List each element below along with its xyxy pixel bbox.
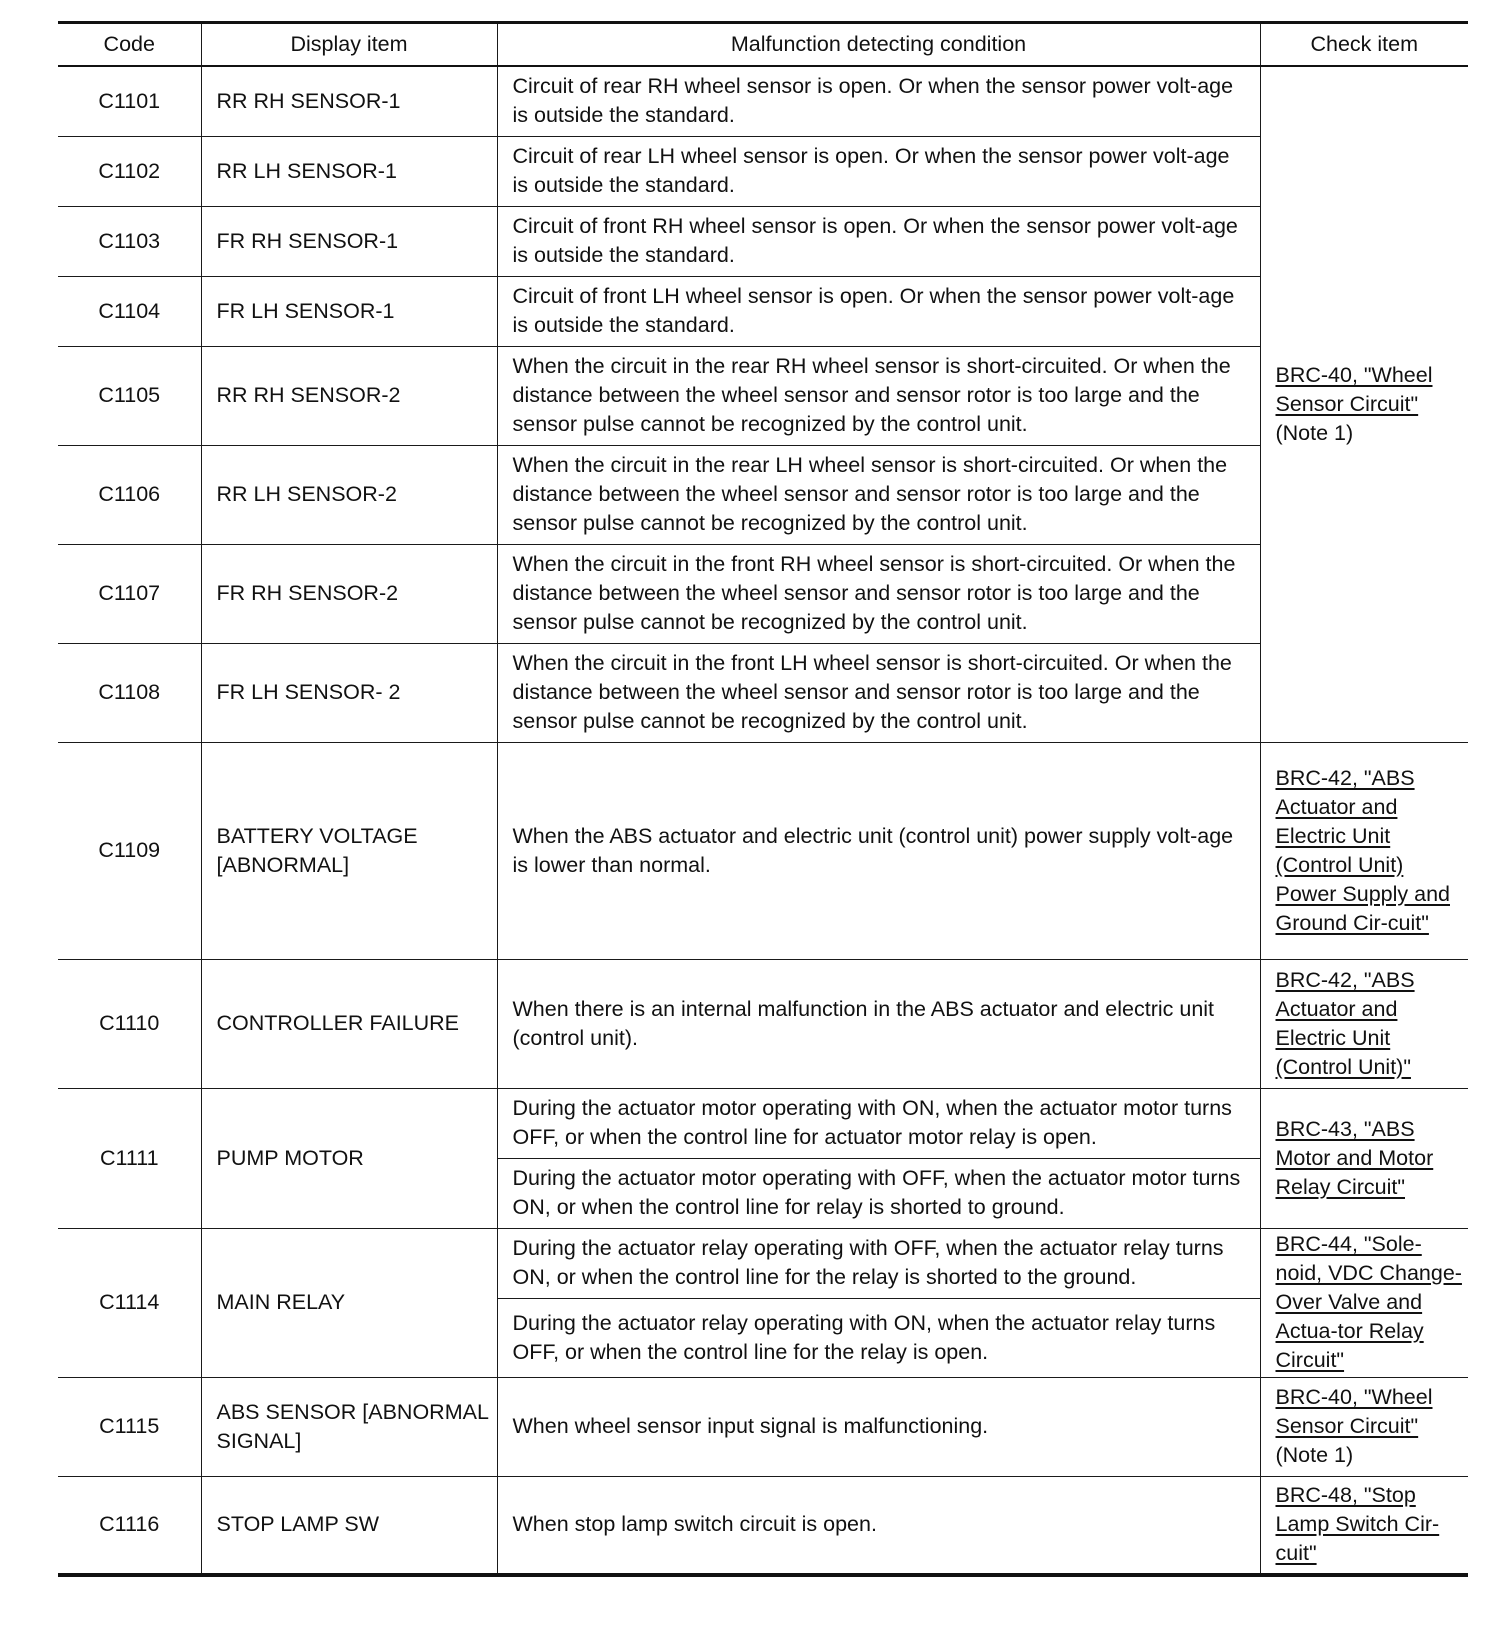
display-item: FR LH SENSOR- 2 [201,643,497,742]
check-note: (Note 1) [1275,1443,1354,1467]
check-item-cell [1260,1476,1468,1575]
display-item: FR RH SENSOR-2 [201,544,497,643]
table-row [58,1476,1468,1575]
display-item: FR RH SENSOR-1 [201,206,497,276]
check-item-cell [1260,1377,1468,1476]
check-link[interactable]: BRC-42, "ABS Actuator and Electric Unit (Control Unit) Power Supply and Ground Cir-cuit" [1275,765,1450,935]
check-note: (Note 1) [1275,420,1354,445]
condition: During the actuator relay operating with OFF, when the actuator relay turns ON, or when the control line for the relay is shorted to the ground. [497,1228,1260,1298]
dtc-code: C1114 [58,1228,201,1377]
check-link[interactable]: BRC-40, "Wheel Sensor Circuit" [1275,1385,1433,1438]
table-row [58,1088,1468,1158]
display-item: RR LH SENSOR-2 [201,445,497,544]
table-row [58,1377,1468,1476]
dtc-code: C1107 [58,544,201,643]
condition: When the circuit in the front RH wheel sensor is short-circuited. Or when the distance between the wheel sensor and sensor rotor is too large and the sensor pulse cannot be recognized by the control unit. [497,544,1260,643]
dtc-code: C1116 [58,1476,201,1575]
dtc-code: C1109 [58,742,201,959]
condition: When wheel sensor input signal is malfunctioning. [497,1377,1260,1476]
display-item: RR LH SENSOR-1 [201,136,497,206]
dtc-code: C1105 [58,346,201,445]
display-item: STOP LAMP SW [201,1476,497,1575]
check-link[interactable]: BRC-44, "Sole-noid, VDC Change-Over Valve and Actua-tor Relay Circuit" [1275,1232,1462,1372]
dtc-code: C1115 [58,1377,201,1476]
check-link[interactable]: BRC-40, "Wheel Sensor Circuit" [1275,362,1433,416]
table-row [58,66,1468,136]
header-check-item: Check item [1260,23,1468,67]
condition: Circuit of front RH wheel sensor is open. Or when the sensor power volt-age is outside the standard. [497,206,1260,276]
table-row [58,206,1468,276]
dtc-table [58,21,1468,1577]
dtc-code: C1106 [58,445,201,544]
display-item: FR LH SENSOR-1 [201,276,497,346]
dtc-code: C1101 [58,66,201,136]
dtc-code: C1110 [58,959,201,1088]
table-row [58,742,1468,959]
check-item-cell [1260,742,1468,959]
header-code: Code [58,23,201,67]
display-item: RR RH SENSOR-1 [201,66,497,136]
display-item: CONTROLLER FAILURE [201,959,497,1088]
table-row [58,445,1468,544]
condition: During the actuator relay operating with ON, when the actuator relay turns OFF, or when the control line for the relay is open. [497,1298,1260,1377]
dtc-code: C1108 [58,643,201,742]
condition: When stop lamp switch circuit is open. [497,1476,1260,1575]
table-row [58,136,1468,206]
check-item-cell [1260,959,1468,1088]
table-row [58,643,1468,742]
check-link[interactable]: BRC-48, "Stop Lamp Switch Cir-cuit" [1275,1483,1440,1566]
condition: Circuit of rear RH wheel sensor is open. Or when the sensor power volt-age is outside the standard. [497,66,1260,136]
display-item: MAIN RELAY [201,1228,497,1377]
condition: When there is an internal malfunction in the ABS actuator and electric unit (control unit). [497,959,1260,1088]
dtc-code: C1104 [58,276,201,346]
condition: When the ABS actuator and electric unit (control unit) power supply volt-age is lower than normal. [497,742,1260,959]
condition: Circuit of front LH wheel sensor is open. Or when the sensor power volt-age is outside the standard. [497,276,1260,346]
table-row [58,1228,1468,1298]
header-row [58,23,1468,67]
dtc-document [58,21,1468,1577]
condition: Circuit of rear LH wheel sensor is open. Or when the sensor power volt-age is outside the standard. [497,136,1260,206]
display-item: PUMP MOTOR [201,1088,497,1228]
check-item-cell [1260,1088,1468,1228]
check-item-cell [1260,66,1468,742]
table-row [58,544,1468,643]
table-row [58,959,1468,1088]
table-row [58,346,1468,445]
dtc-code: C1102 [58,136,201,206]
check-link[interactable]: BRC-43, "ABS Motor and Motor Relay Circuit" [1275,1116,1434,1199]
display-item: ABS SENSOR [ABNORMAL SIGNAL] [201,1377,497,1476]
condition: During the actuator motor operating with OFF, when the actuator motor turns ON, or when the control line for relay is shorted to ground. [497,1158,1260,1228]
display-item: BATTERY VOLTAGE [ABNORMAL] [201,742,497,959]
display-item: RR RH SENSOR-2 [201,346,497,445]
check-link[interactable]: BRC-42, "ABS Actuator and Electric Unit (Control Unit)" [1275,967,1415,1079]
dtc-code: C1103 [58,206,201,276]
header-condition: Malfunction detecting condition [497,23,1260,67]
table-row [58,276,1468,346]
check-item-cell [1260,1228,1468,1377]
condition: When the circuit in the rear RH wheel sensor is short-circuited. Or when the distance between the wheel sensor and sensor rotor is too large and the sensor pulse cannot be recognized by the control unit. [497,346,1260,445]
condition: When the circuit in the front LH wheel sensor is short-circuited. Or when the distance between the wheel sensor and sensor rotor is too large and the sensor pulse cannot be recognized by the control unit. [497,643,1260,742]
header-display-item: Display item [201,23,497,67]
dtc-code: C1111 [58,1088,201,1228]
condition: When the circuit in the rear LH wheel sensor is short-circuited. Or when the distance between the wheel sensor and sensor rotor is too large and the sensor pulse cannot be recognized by the control unit. [497,445,1260,544]
condition: During the actuator motor operating with ON, when the actuator motor turns OFF, or when the control line for actuator motor relay is open. [497,1088,1260,1158]
